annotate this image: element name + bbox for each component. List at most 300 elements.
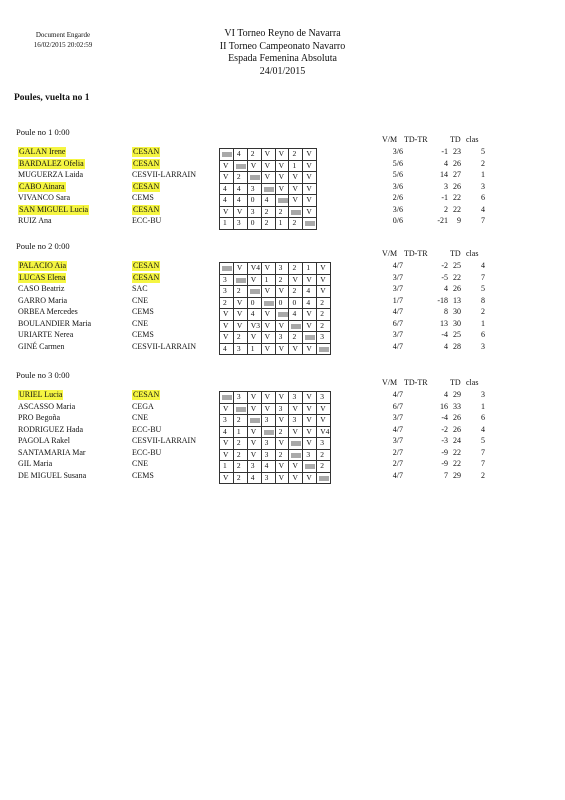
grid-cell: V: [233, 263, 247, 275]
grid-cell: 0: [275, 297, 289, 309]
stat-td: 29: [453, 390, 461, 399]
grid-cell: 1: [303, 263, 317, 275]
grid-cell: V: [220, 206, 234, 218]
grid-cell: 0: [289, 297, 303, 309]
header-vm: V/M: [382, 135, 398, 144]
fencer-name: SAN MIGUEL Lucia: [19, 204, 89, 214]
grid-cell: 3: [317, 438, 331, 450]
grid-cell: V: [275, 172, 289, 184]
fencer-name: GINÉ Carmen: [18, 341, 65, 351]
stat-vm: 3/7: [392, 436, 403, 445]
stat-clas: 5: [481, 436, 485, 445]
stat-vm: 4/7: [392, 341, 403, 351]
stat-td: 22: [453, 447, 461, 457]
fencer-club: CEMS: [132, 470, 154, 480]
grid-cell: 3: [233, 392, 247, 404]
grid-cell: V: [275, 415, 289, 427]
header-td: TD: [450, 135, 461, 144]
stat-tdtr: -18: [437, 295, 448, 305]
stat-clas: 6: [481, 413, 485, 422]
fencer-row: [0, 425, 565, 435]
grid-cell: 3: [247, 183, 261, 195]
stat-tdtr: 4: [444, 158, 448, 168]
stat-td: 28: [453, 341, 461, 351]
grid-cell: V: [220, 472, 234, 484]
grid-cell: V: [220, 449, 234, 461]
grid-cell: 3: [275, 263, 289, 275]
fencer-row: [0, 471, 565, 481]
grid-cell: V: [303, 183, 317, 195]
stat-clas: 1: [481, 401, 485, 411]
stat-tdtr: 4: [444, 341, 448, 351]
stat-td: 26: [453, 424, 461, 434]
fencer-club: CESVII-LARRAIN: [132, 341, 196, 351]
stat-td: 26: [453, 181, 461, 191]
stat-td: 27: [453, 170, 461, 179]
grid-cell: 4: [220, 426, 234, 438]
grid-cell: V: [303, 172, 317, 184]
stat-vm: 1/7: [392, 295, 403, 305]
grid-cell: 2: [233, 438, 247, 450]
grid-cell: V: [303, 426, 317, 438]
grid-cell: V: [303, 160, 317, 172]
grid-cell: 3: [275, 332, 289, 344]
grid-cell: V: [247, 426, 261, 438]
header-td: TD: [450, 249, 461, 258]
grid-cell: V: [220, 309, 234, 321]
grid-cell: 2: [289, 218, 303, 230]
fencer-name: PALACIO Aia: [19, 261, 67, 270]
stat-tdtr: -9: [441, 459, 448, 468]
grid-cell: V: [289, 403, 303, 415]
fencer-club: CNE: [132, 459, 148, 468]
grid-cell: 3: [289, 392, 303, 404]
grid-cell: V: [261, 160, 275, 172]
fencer-club: CESVII-LARRAIN: [132, 170, 196, 179]
grid-cell: V: [247, 449, 261, 461]
stat-td: 26: [453, 413, 461, 422]
stat-clas: 7: [481, 447, 485, 457]
grid-cell: V: [289, 426, 303, 438]
grid-cell: 4: [247, 309, 261, 321]
grid-cell: V: [303, 438, 317, 450]
grid-cell: 2: [233, 461, 247, 473]
fencer-name: BARDALEZ Ofelia: [19, 158, 84, 168]
stat-vm: 2/7: [392, 459, 403, 468]
stat-clas: 7: [481, 272, 485, 282]
grid-cell: 3: [261, 438, 275, 450]
stat-vm: 4/7: [392, 307, 403, 316]
fencer-club: CESAN: [133, 272, 160, 282]
stat-tdtr: 16: [440, 401, 448, 411]
stat-clas: 1: [481, 170, 485, 179]
section-title: Poules, vuelta no 1: [14, 93, 90, 103]
grid-cell: 4: [220, 343, 234, 355]
grid-cell: V: [303, 392, 317, 404]
grid-cell: 0: [247, 195, 261, 207]
fencer-name: RODRIGUEZ Hada: [18, 424, 84, 434]
grid-cell: V: [275, 160, 289, 172]
grid-cell: V: [289, 195, 303, 207]
stat-tdtr: -4: [441, 330, 448, 339]
header-vm: V/M: [382, 249, 398, 258]
grid-cell: 2: [233, 172, 247, 184]
stat-tdtr: 13: [440, 318, 448, 328]
stat-clas: 3: [481, 181, 485, 191]
fencer-name: GIL Maria: [18, 459, 53, 468]
fencer-club: CESAN: [133, 181, 160, 191]
grid-cell: 2: [233, 449, 247, 461]
fencer-row: [0, 436, 565, 446]
fencer-row: [0, 284, 565, 294]
stat-tdtr: -2: [441, 261, 448, 270]
title-line: Espada Femenina Absoluta: [228, 53, 337, 64]
grid-cell: V: [317, 263, 331, 275]
grid-cell: 4: [289, 309, 303, 321]
grid-cell: V: [303, 415, 317, 427]
fencer-name: ORBEA Mercedes: [18, 307, 78, 316]
grid-cell: 2: [233, 286, 247, 298]
grid-cell: 4: [303, 297, 317, 309]
grid-cell: 2: [289, 263, 303, 275]
grid-cell: V: [261, 392, 275, 404]
stat-td: 25: [453, 261, 461, 270]
doc-meta-line2: 16/02/2015 20:02:59: [33, 41, 93, 49]
stat-vm: 5/6: [392, 170, 403, 179]
stat-vm: 3/6: [392, 147, 403, 156]
grid-cell: 2: [289, 332, 303, 344]
stat-tdtr: -3: [441, 436, 448, 445]
fencer-name: VIVANCO Sara: [18, 193, 71, 202]
fencer-row: [0, 448, 565, 458]
fencer-row: [0, 261, 565, 271]
grid-cell: 2: [233, 415, 247, 427]
grid-cell: V: [303, 149, 317, 161]
stat-td: 24: [453, 436, 461, 445]
stat-clas: 2: [481, 470, 485, 480]
stat-tdtr: -5: [441, 272, 448, 282]
fencer-row: [0, 205, 565, 215]
grid-cell: V: [220, 160, 234, 172]
stat-tdtr: 2: [444, 204, 448, 214]
grid-cell: V: [275, 183, 289, 195]
stat-td: 29: [453, 470, 461, 480]
grid-cell: V: [275, 286, 289, 298]
fencer-name: PAGOLA Rakel: [18, 436, 70, 445]
stat-tdtr: -9: [441, 447, 448, 457]
grid-cell: 4: [303, 286, 317, 298]
grid-cell: 3: [220, 415, 234, 427]
stat-vm: 3/7: [392, 413, 403, 422]
stat-clas: 3: [481, 390, 485, 399]
grid-cell: V: [317, 286, 331, 298]
stat-vm: 0/6: [392, 216, 403, 225]
grid-cell: V: [261, 149, 275, 161]
fencer-row: [0, 216, 565, 226]
fencer-club: CESAN: [133, 390, 160, 399]
grid-cell: 3: [275, 403, 289, 415]
title-line: II Torneo Campeonato Navarro: [219, 40, 346, 52]
stat-clas: 6: [481, 330, 485, 339]
grid-cell: 2: [220, 297, 234, 309]
grid-cell: V: [220, 438, 234, 450]
fencer-club: SAC: [132, 284, 148, 293]
grid-cell: V: [303, 472, 317, 484]
fencer-club: CEMS: [132, 307, 154, 316]
grid-cell: 2: [275, 426, 289, 438]
grid-cell: V: [303, 309, 317, 321]
stat-vm: 3/7: [392, 330, 403, 339]
grid-cell: 1: [247, 343, 261, 355]
stat-tdtr: -2: [441, 424, 448, 434]
grid-cell: V: [303, 274, 317, 286]
fencer-club: CESAN: [133, 204, 160, 214]
header-td: TD: [450, 378, 461, 387]
grid-cell: 2: [233, 332, 247, 344]
fencer-club: CEMS: [132, 193, 154, 202]
grid-cell: 2: [247, 149, 261, 161]
grid-cell: 0: [247, 218, 261, 230]
grid-cell: 3: [261, 472, 275, 484]
fencer-row: [0, 296, 565, 306]
grid-cell: 3: [317, 332, 331, 344]
fencer-row: [0, 182, 565, 192]
fencer-name: SANTAMARIA Mar: [18, 447, 86, 457]
stat-clas: 5: [481, 147, 485, 156]
grid-cell: 2: [289, 286, 303, 298]
grid-cell: V: [261, 286, 275, 298]
stat-vm: 2/6: [392, 193, 403, 202]
stat-clas: 8: [481, 295, 485, 305]
stat-vm: 3/6: [392, 181, 403, 191]
grid-cell: V: [275, 438, 289, 450]
grid-cell: V: [247, 160, 261, 172]
fencer-row: [0, 413, 565, 423]
fencer-row: [0, 342, 565, 352]
header-vm: V/M: [382, 378, 398, 387]
fencer-club: ECC-BU: [132, 447, 162, 457]
fencer-club: CESAN: [133, 261, 160, 270]
stat-clas: 3: [481, 341, 485, 351]
grid-cell: 3: [220, 286, 234, 298]
grid-cell: V: [289, 172, 303, 184]
fencer-row: [0, 147, 565, 157]
grid-cell: 3: [261, 449, 275, 461]
grid-cell: 1: [220, 218, 234, 230]
grid-cell: 4: [233, 149, 247, 161]
stat-tdtr: -1: [441, 147, 448, 156]
fencer-row: [0, 170, 565, 180]
stat-vm: 3/6: [392, 204, 403, 214]
title-line: VI Torneo Reyno de Navarra: [224, 28, 341, 39]
stat-vm: 5/6: [392, 158, 403, 168]
stat-tdtr: 4: [444, 390, 448, 399]
grid-cell: V: [261, 403, 275, 415]
fencer-name: ASCASSO Maria: [18, 401, 76, 411]
grid-cell: 2: [233, 472, 247, 484]
grid-cell: V: [303, 206, 317, 218]
stat-td: 26: [453, 284, 461, 293]
stat-td: 25: [453, 330, 461, 339]
grid-cell: V: [247, 274, 261, 286]
grid-cell: 4: [261, 461, 275, 473]
stat-vm: 4/7: [392, 424, 403, 434]
grid-cell: 3: [233, 218, 247, 230]
grid-cell: V: [317, 403, 331, 415]
header-tdtr: TD-TR: [404, 378, 428, 387]
stat-tdtr: 8: [444, 307, 448, 316]
stat-tdtr: -1: [441, 193, 448, 202]
fencer-name: MUGUERZA Laida: [18, 170, 84, 179]
grid-cell: 1: [233, 426, 247, 438]
fencer-row: [0, 390, 565, 400]
grid-cell: V: [289, 274, 303, 286]
stat-clas: 6: [481, 193, 485, 202]
fencer-club: CEGA: [132, 401, 154, 411]
grid-cell: V: [233, 206, 247, 218]
grid-cell: V: [303, 403, 317, 415]
stat-td: 23: [453, 147, 461, 156]
grid-cell: V: [233, 297, 247, 309]
grid-cell: V: [220, 403, 234, 415]
grid-cell: V: [220, 320, 234, 332]
grid-cell: V: [247, 438, 261, 450]
header-tdtr: TD-TR: [404, 135, 428, 144]
grid-cell: V: [275, 149, 289, 161]
stat-clas: 2: [481, 307, 485, 316]
grid-cell: V: [275, 320, 289, 332]
stat-vm: 3/7: [392, 284, 403, 293]
grid-cell: V: [289, 343, 303, 355]
grid-cell: 4: [233, 183, 247, 195]
grid-cell: 1: [261, 274, 275, 286]
grid-cell: V: [303, 343, 317, 355]
stat-td: 22: [453, 193, 461, 202]
grid-cell: V: [275, 472, 289, 484]
fencer-club: CNE: [132, 413, 148, 422]
grid-cell: 1: [289, 160, 303, 172]
fencer-club: CESAN: [133, 158, 160, 168]
grid-cell: 2: [317, 309, 331, 321]
fencer-club: ECC-BU: [132, 216, 162, 225]
header-clas: clas: [466, 378, 479, 387]
grid-cell: V: [247, 332, 261, 344]
stat-clas: 4: [481, 424, 485, 434]
grid-cell: 3: [247, 206, 261, 218]
title-line: 24/01/2015: [259, 65, 306, 77]
grid-cell: 2: [289, 149, 303, 161]
poule-label: Poule no 1 0:00: [16, 127, 70, 137]
stat-tdtr: -21: [437, 216, 448, 225]
fencer-row: [0, 159, 565, 169]
grid-cell: V3: [247, 320, 261, 332]
fencer-row: [0, 273, 565, 283]
grid-cell: 2: [317, 449, 331, 461]
fencer-name: URIEL Lucia: [19, 390, 63, 399]
grid-cell: V: [247, 403, 261, 415]
grid-cell: V: [317, 274, 331, 286]
grid-cell: 2: [317, 461, 331, 473]
grid-cell: V: [261, 320, 275, 332]
grid-cell: V: [261, 263, 275, 275]
grid-cell: 3: [247, 461, 261, 473]
stat-clas: 5: [481, 284, 485, 293]
header-clas: clas: [466, 249, 479, 258]
fencer-row: [0, 307, 565, 317]
grid-cell: 4: [261, 195, 275, 207]
stat-vm: 4/7: [392, 470, 403, 480]
stat-tdtr: 3: [444, 181, 448, 191]
grid-cell: V: [261, 309, 275, 321]
grid-cell: 1: [275, 218, 289, 230]
stat-clas: 7: [481, 459, 485, 468]
document-title: [0, 28, 565, 78]
fencer-name: GALAN Irene: [19, 147, 66, 156]
stat-vm: 2/7: [392, 447, 403, 457]
grid-cell: V4: [317, 426, 331, 438]
fencer-row: [0, 402, 565, 412]
stat-tdtr: 14: [440, 170, 448, 179]
grid-cell: V: [289, 461, 303, 473]
stat-tdtr: 7: [444, 470, 448, 480]
stat-tdtr: -4: [441, 413, 448, 422]
stat-vm: 6/7: [392, 318, 403, 328]
stat-td: 22: [453, 459, 461, 468]
grid-cell: 2: [275, 206, 289, 218]
grid-cell: 3: [317, 392, 331, 404]
grid-cell: V4: [247, 263, 261, 275]
grid-cell: V: [317, 415, 331, 427]
fencer-row: [0, 459, 565, 469]
fencer-club: CESVII-LARRAIN: [132, 436, 196, 445]
grid-cell: 3: [289, 415, 303, 427]
header-clas: clas: [466, 135, 479, 144]
stat-clas: 4: [481, 204, 485, 214]
fencer-club: CESAN: [133, 147, 160, 156]
grid-cell: 2: [261, 218, 275, 230]
stat-vm: 3/7: [392, 272, 403, 282]
grid-cell: 4: [220, 195, 234, 207]
grid-cell: 0: [247, 297, 261, 309]
grid-cell: V: [303, 195, 317, 207]
grid-cell: V: [275, 343, 289, 355]
doc-meta-line1: Document Engarde: [35, 31, 91, 39]
grid-cell: V: [261, 343, 275, 355]
grid-cell: V: [220, 332, 234, 344]
grid-cell: 2: [261, 206, 275, 218]
fencer-name: URIARTE Nerea: [18, 330, 74, 339]
fencer-row: [0, 193, 565, 203]
stat-clas: 4: [481, 261, 485, 270]
grid-cell: 2: [275, 274, 289, 286]
stat-vm: 4/7: [392, 261, 403, 270]
poule-label: Poule no 2 0:00: [16, 241, 70, 251]
stat-td: 33: [453, 401, 461, 411]
grid-cell: 2: [275, 449, 289, 461]
fencer-name: CABO Ainara: [19, 181, 65, 191]
stat-td: 30: [453, 307, 461, 316]
grid-cell: V: [275, 392, 289, 404]
fencer-club: CEMS: [132, 330, 154, 339]
header-tdtr: TD-TR: [404, 249, 428, 258]
fencer-club: ECC-BU: [132, 424, 162, 434]
grid-cell: 4: [233, 195, 247, 207]
grid-cell: V: [247, 392, 261, 404]
fencer-row: [0, 319, 565, 329]
fencer-club: CNE: [132, 295, 148, 305]
fencer-name: LUCAS Elena: [19, 272, 66, 282]
fencer-name: DE MIGUEL Susana: [18, 470, 87, 480]
